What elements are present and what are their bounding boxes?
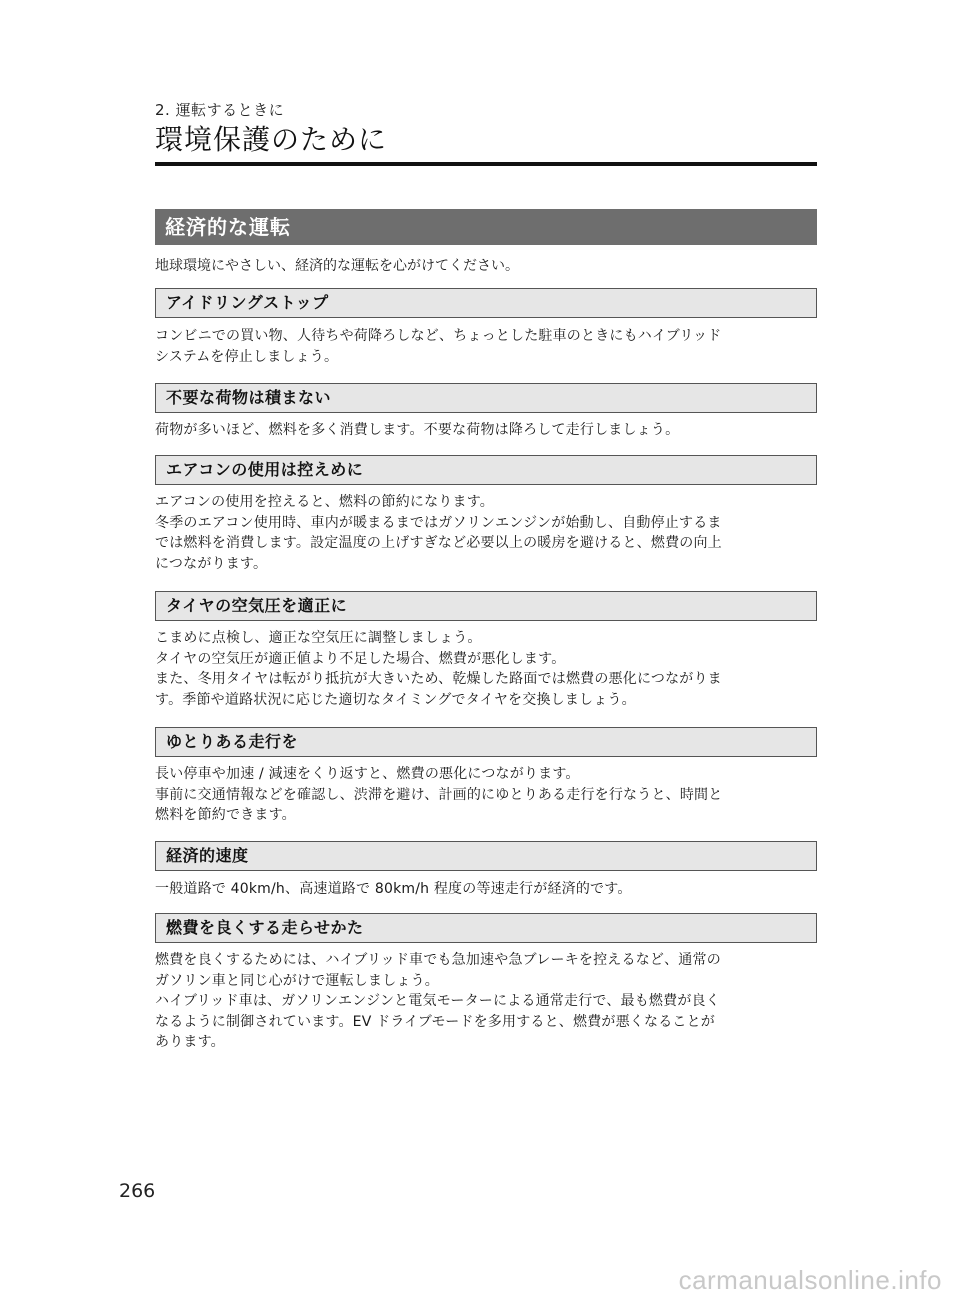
- body-line: ガソリン車と同じ心がけで運転しましょう。: [155, 972, 439, 989]
- subsection-body-fuel-efficient-driving: [155, 950, 817, 1053]
- subsection-heading-luggage: 不要な荷物は積まない: [155, 383, 817, 413]
- subsection-heading-tire-pressure: タイヤの空気圧を適正に: [155, 591, 817, 621]
- subsection-heading-economic-speed: 経済的速度: [155, 841, 817, 871]
- subsection-body-aircon: [155, 492, 817, 574]
- subsection-body-tire-pressure: [155, 628, 817, 710]
- body-line: エアコンの使用を控えると、燃料の節約になります。: [155, 494, 494, 510]
- body-line: 燃料を節約できます。: [155, 807, 296, 823]
- section-banner: 経済的な運転: [155, 209, 817, 245]
- body-line: 冬季のエアコン使用時、車内が暖まるまではガソリンエンジンが始動し、自動停止するま: [155, 514, 722, 531]
- body-line: につながります。: [155, 555, 268, 572]
- body-line: システムを停止しましょう。: [155, 348, 339, 365]
- subsection-body-relaxed-driving: [155, 764, 817, 826]
- subsection-heading-relaxed-driving: ゆとりある走行を: [155, 727, 817, 757]
- body-line: 燃費を良くするためには、ハイブリッド車でも急加速や急ブレーキを控えるなど、通常の: [155, 952, 721, 968]
- subsection-body-luggage: [155, 420, 817, 441]
- watermark: carmanualsonline.info: [678, 1265, 942, 1295]
- page-number: 266: [119, 1180, 156, 1202]
- body-line: こまめに点検し、適正な空気圧に調整しましょう。: [155, 630, 482, 646]
- body-line: 長い停車や加速 / 減速をくり返すと、燃費の悪化につながります。: [155, 766, 580, 782]
- subsection-heading-aircon: エアコンの使用は控えめに: [155, 455, 817, 485]
- body-line: 一般道路で 40km/h、高速道路で 80km/h 程度の等速走行が経済的です。: [155, 881, 632, 897]
- body-line: 荷物が多いほど、燃料を多く消費します。不要な荷物は降ろして走行しましょう。: [155, 422, 680, 438]
- page-title: 環境保護のために: [155, 123, 388, 156]
- body-line: あります。: [155, 1034, 225, 1050]
- subsection-heading-idling-stop: アイドリングストップ: [155, 288, 817, 318]
- body-line: ハイブリッド車は、ガソリンエンジンと電気モーターによる通常走行で、最も燃費が良く: [155, 993, 720, 1009]
- subsection-body-economic-speed: [155, 879, 817, 900]
- chapter-label: 2. 運転するときに: [155, 101, 285, 119]
- subsection-heading-fuel-efficient-driving: 燃費を良くする走らせかた: [155, 913, 817, 943]
- intro-text: 地球環境にやさしい、経済的な運転を心がけてください。: [155, 258, 519, 274]
- title-divider: [155, 162, 817, 166]
- body-line: コンビニでの買い物、人待ちや荷降ろしなど、ちょっとした駐車のときにもハイブリッド: [155, 328, 722, 344]
- body-line: また、冬用タイヤは転がり抵抗が大きいため、乾燥した路面では燃費の悪化につながりま: [155, 671, 722, 687]
- body-line: では燃料を消費します。設定温度の上げすぎなど必要以上の暖房を避けると、燃費の向上: [155, 535, 722, 551]
- body-line: 事前に交通情報などを確認し、渋滞を避け、計画的にゆとりある走行を行なうと、時間と: [155, 786, 723, 803]
- body-line: タイヤの空気圧が適正値より不足した場合、燃費が悪化します。: [155, 650, 566, 667]
- subsection-body-idling-stop: [155, 326, 817, 367]
- body-line: す。季節や道路状況に応じた適切なタイミングでタイヤを交換しましょう。: [155, 691, 636, 708]
- page-header: [155, 100, 817, 158]
- body-line: なるように制御されています。EV ドライブモードを多用すると、燃費が悪くなることが: [155, 1013, 715, 1030]
